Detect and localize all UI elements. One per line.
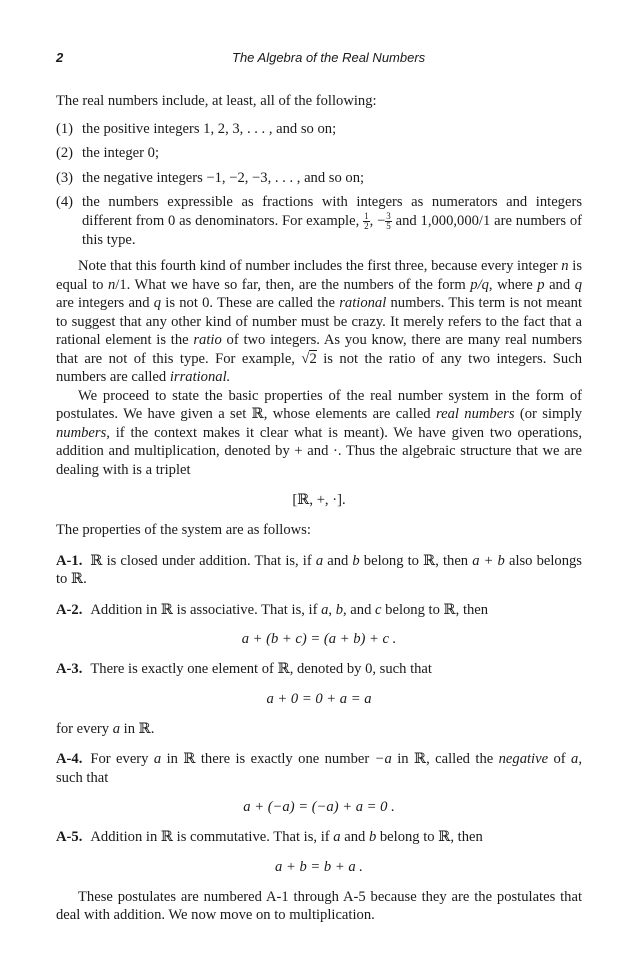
paragraph-postulates: We proceed to state the basic properties of the real number system in the form of postulates. We have given a set ℝ, whose elements are called real numbers (or simply numbers, if the context makes it clear what is meant). We have given two operations, addition and multiplication, denoted by + and ·. Thus the algebraic structure that we are dealing with is a triplet [56,387,582,478]
equation-associative: a + (b + c) = (a + b) + c . [241,631,397,648]
list-item: (4) the numbers expressible as fractions with integers as numerators and integers different from 0 as denominators. For example, $\frac{1}{2}$ , − $\frac{3}{5}$ and 1,000,000/1 are numbers of this type. [56,194,582,248]
list-text: the negative integers −1, −2, −3, . . . , and so on; [82,169,365,186]
axiom-a3-tail: for every a in ℝ. [56,720,155,737]
fraction-three-fifths: $\frac{3}{5}$ [386,210,391,231]
axiom-a4: A-4. For every a in ℝ there is exactly one number −a in ℝ, called the negative of a, such that [56,751,582,786]
axiom-a3: A-3. There is exactly one element of ℝ, denoted by 0, such that [56,661,432,678]
axiom-a1: A-1. ℝ is closed under addition. That is, if a and b belong to ℝ, then a + b also belongs to ℝ. [56,552,582,588]
list-item [56,120,582,139]
list-text: and 1,000,000/1 are numbers of this type. [82,212,582,248]
list-number: (1) [56,120,74,137]
page-header [56,50,582,70]
list-text: the numbers expressible as fractions with integers as numerators and integers different from 0 as denominators. For example, [82,194,582,229]
page-number: 2 [56,50,64,65]
sqrt-symbol: √ [301,350,310,367]
equation-commutative: a + b = b + a . [275,858,363,875]
list-item [56,144,582,163]
list-text: the positive integers 1, 2, 3, . . . , and so on; [82,120,337,137]
list-text: the integer 0; [82,145,159,161]
list-item [56,169,582,188]
fraction-half: $\frac{1}{2}$ [364,210,369,231]
equation-identity: a + 0 = 0 + a = a [266,690,372,707]
paragraph-rational: Note that this fourth kind of number includes the first three, because every integer n is equal to n/1. What we have so far, then, are the numbers of the form p/q, where p and q are integers and q is not 0. These are called the rational numbers. This term is not meant to suggest that any other kind of number must be crazy. It merely refers to the fact that a rational element is the ratio of two integers. As you know, there are many real numbers that are not of this type. For example, √2 is not the ratio of any two integers. Such numbers are called irrational. [56,258,583,386]
axiom-a2: A-2. Addition in ℝ is associative. That is, if a, b, and c belong to ℝ, then [56,601,489,618]
axiom-a5: A-5. Addition in ℝ is commutative. That is, if a and b belong to ℝ, then [56,829,483,846]
triplet-display: [ℝ, +, ·]. [292,492,346,509]
list-number: (4) [56,194,74,210]
list-number: (3) [56,169,74,186]
book-page [56,50,582,925]
intro-text: The real numbers include, at least, all of the following: [56,93,377,109]
running-title: The Algebra of the Real Numbers [232,50,426,65]
closing-paragraph: These postulates are numbered A-1 through A-5 because they are the postulates that deal with addition. We now move on to multiplication. [56,888,582,924]
list-number: (2) [56,145,74,161]
number-kinds-list [56,120,582,250]
equation-negative: a + (−a) = (−a) + a = 0 . [243,799,395,816]
properties-intro: The properties of the system are as follows: [56,522,311,539]
